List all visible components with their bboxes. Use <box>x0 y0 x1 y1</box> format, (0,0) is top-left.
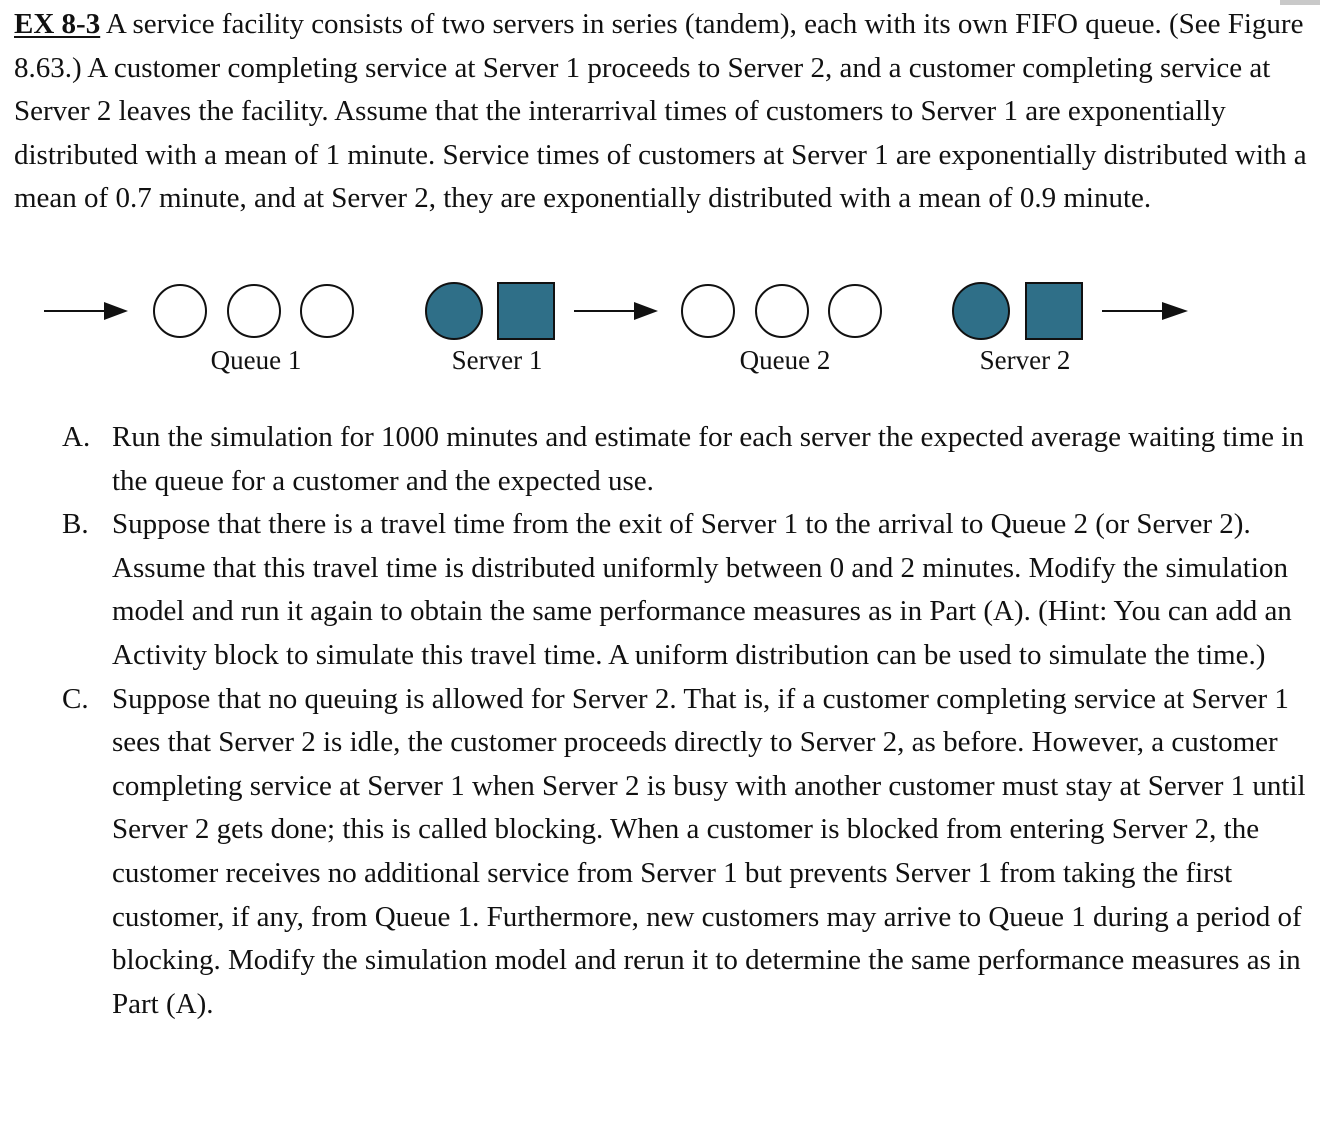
part-a <box>62 416 1312 503</box>
server-2-box <box>1026 283 1082 339</box>
problem-statement <box>14 3 1314 221</box>
queue-1-slot-2 <box>228 285 280 337</box>
server-2-label: Server 2 <box>979 345 1071 375</box>
transfer-arrow <box>574 302 658 320</box>
queue-2-slots <box>682 285 881 337</box>
server-1-symbol <box>426 283 554 339</box>
part-c-marker: C. <box>62 682 89 715</box>
part-b <box>62 503 1312 677</box>
part-b-text: Suppose that there is a travel time from the exit of Server 1 to the arrival to Queue 2 (or Server 2). Assume that this travel time is distributed uniformly between 0 and 2 minutes. Modify the simulation model and run it again to obtain the same performance measures as in Part (A). (Hint: You can add an Activity block to simulate this travel time. A uniform distribution can be used to simulate the time.) <box>112 508 1292 671</box>
problem-text: A service facility consists of two servers in series (tandem), each with its own FIFO queue. (See Figure 8.63.) A customer completing service at Server 1 proceeds to Server 2, and a customer completing service at Server 2 leaves the facility. Assume that the interarrival times of customers to Server 1 are exponentially distributed with a mean of 1 minute. Service times of customers at Server 1 are exponentially distributed with a mean of 0.7 minute, and at Server 2, they are exponentially distributed with a mean of 0.9 minute. <box>14 8 1307 215</box>
part-a-marker: A. <box>62 421 91 453</box>
part-c-text: Suppose that no queuing is allowed for Server 2. That is, if a customer completing service at Server 1 sees that Server 2 is idle, the customer proceeds directly to Server 2, as before. However, a customer completing service at Server 1 when Server 2 is busy with another customer must stay at Server 1 until Server 2 gets done; this is called blocking. When a customer is blocked from entering Server 2, the customer receives no additional service from Server 1 but prevents Server 1 from taking the first customer, if any, from Queue 1. Furthermore, new customers may arrive to Queue 1 during a period of blocking. Modify the simulation model and rerun it to determine the same performance measures as in Part (A). <box>112 682 1306 1020</box>
queue-2-slot-1 <box>682 285 734 337</box>
queue-1-slot-3 <box>301 285 353 337</box>
queue-diagram <box>0 275 1320 345</box>
part-a-text: Run the simulation for 1000 minutes and estimate for each server the expected average waiting time in the queue for a customer and the expected use. <box>112 421 1304 497</box>
queue-2-label: Queue 2 <box>739 345 831 375</box>
exercise-parts <box>62 416 1312 1026</box>
part-c <box>62 678 1312 1027</box>
queue-1-slot-1 <box>154 285 206 337</box>
server-1-customer <box>426 283 482 339</box>
part-b-marker: B. <box>62 508 89 541</box>
queue-2-slot-2 <box>756 285 808 337</box>
departure-arrow <box>1102 302 1188 320</box>
queue-1-label: Queue 1 <box>210 345 302 375</box>
server-2-customer <box>953 283 1009 339</box>
exercise-label: EX 8-3 <box>14 8 101 40</box>
queue-2-slot-3 <box>829 285 881 337</box>
queue-1-slots <box>154 285 353 337</box>
tandem-queue-figure <box>0 275 1320 395</box>
arrival-arrow <box>44 302 128 320</box>
server-1-label: Server 1 <box>451 345 543 375</box>
server-2-symbol <box>953 283 1082 339</box>
server-1-box <box>498 283 554 339</box>
